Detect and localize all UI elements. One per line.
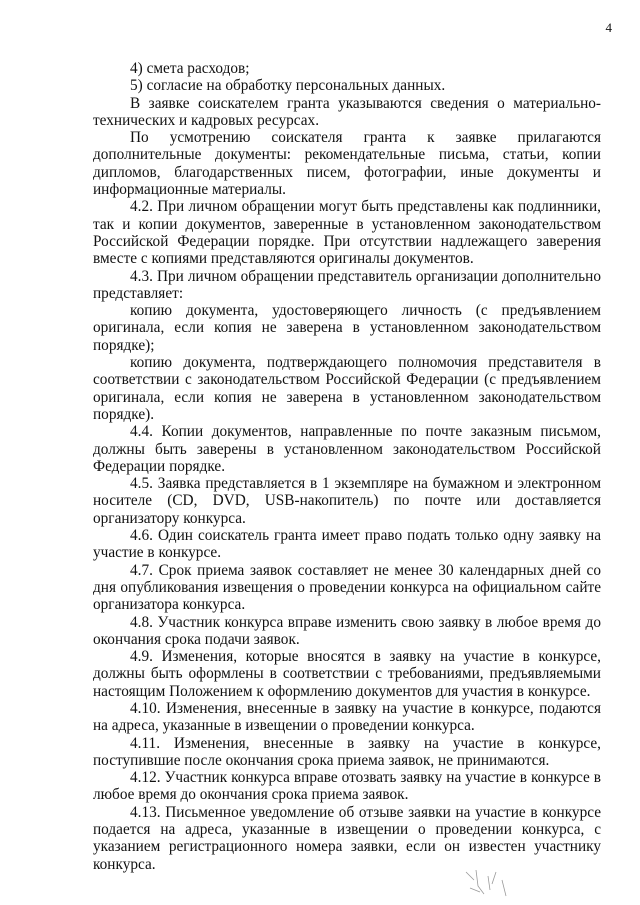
page-number: 4 [605, 20, 612, 35]
paragraph: По усмотрению соискателя гранта к заявке прилагаются дополнительные документы: рекомендательные письма, статьи, копии дипломов, благодарственных писем, фотографии, иные документы и информационные материалы. [93, 129, 601, 199]
ink-mark [462, 866, 522, 900]
paragraph: 4.9. Изменения, которые вносятся в заявку на участие в конкурсе, должны быть оформлены в соответствии с требованиями, предъявляемыми настоящим Положением к оформлению документов для участия в конкурсе. [93, 648, 601, 700]
paragraph: 4.2. При личном обращении могут быть представлены как подлинники, так и копии документов, заверенные в установленном законодательством Российской Федерации порядке. При отсутствии надлежащего заверения вместе с копиями представляются оригиналы документов. [93, 198, 601, 268]
paragraph: 4.11. Изменения, внесенные в заявку на участие в конкурсе, поступившие после окончания срока приема заявок, не принимаются. [93, 734, 601, 769]
paragraph: 4.10. Изменения, внесенные в заявку на участие в конкурсе, подаются на адреса, указанные в извещении о проведении конкурса. [93, 699, 601, 735]
paragraph: 4.4. Копии документов, направленные по почте заказным письмом, должны быть заверены в установленном законодательством Российской Федерации порядке. [93, 423, 601, 475]
paragraph: 4.3. При личном обращении представитель организации дополнительно представляет: [93, 267, 601, 302]
paragraph: 4.6. Один соискатель гранта имеет право подать только одну заявку на участие в конкурсе. [93, 527, 601, 562]
paragraph: 4) смета расходов; [130, 60, 250, 77]
paragraph: копию документа, удостоверяющего личность (с предъявлением оригинала, если копия не заверена в установленном законодательством порядке); [93, 302, 601, 354]
paragraph: 5) согласие на обработку персональных данных. [130, 77, 446, 95]
document-body [93, 60, 601, 873]
paragraph: 4.13. Письменное уведомление об отзыве заявки на участие в конкурсе подается на адреса, указанные в извещении о проведении конкурса, с указанием регистрационного номера заявки, если он известен участнику конкурса. [93, 803, 601, 873]
paragraph: 4.8. Участник конкурса вправе изменить свою заявку в любое время до окончания срока подачи заявок. [93, 613, 601, 648]
paragraph: 4.7. Срок приема заявок составляет не менее 30 календарных дней со дня опубликования извещения о проведении конкурса на официальном сайте организатора конкурса. [93, 561, 601, 614]
paragraph: 4.12. Участник конкурса вправе отозвать заявку на участие в конкурсе в любое время до окончания срока приема заявок. [93, 769, 601, 804]
paragraph: В заявке соискателем гранта указываются сведения о материально-технических и кадровых ресурсах. [93, 94, 601, 129]
paragraph: 4.5. Заявка представляется в 1 экземпляре на бумажном и электронном носителе (CD, DVD, USB-накопитель) по почте или доставляется организатору конкурса. [93, 475, 601, 527]
paragraph: копию документа, подтверждающего полномочия представителя в соответствии с законодательством Российской Федерации (с предъявлением оригинала, если копия не заверена в установленном законодательством порядке). [93, 354, 601, 423]
